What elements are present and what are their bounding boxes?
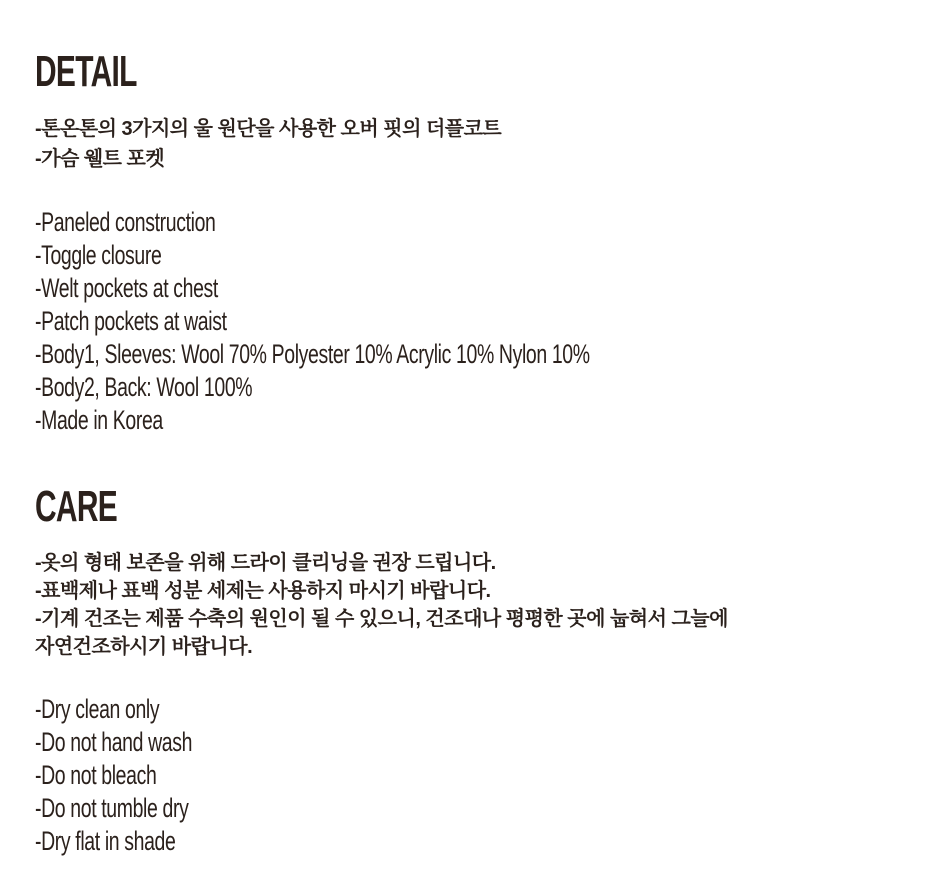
page-content (35, 47, 930, 858)
detail-english-line: -Patch pockets at waist (35, 306, 227, 336)
detail-korean-description (35, 114, 930, 174)
detail-english-line: -Toggle closure (35, 240, 162, 270)
care-heading: CARE (35, 482, 118, 531)
detail-english-line: -Body2, Back: Wool 100% (35, 372, 253, 402)
care-korean-line: -기계 건조는 제품 수축의 원인이 될 수 있으니, 건조대나 평평한 곳에 눕혀서 그늘에 (35, 608, 728, 630)
detail-english-line: -Paneled construction (35, 207, 216, 237)
care-korean-description (35, 549, 930, 661)
care-english-line: -Do not hand wash (35, 727, 193, 757)
care-korean-line: 자연건조하시기 바랍니다. (35, 636, 253, 658)
care-english-list (35, 693, 679, 858)
detail-english-line: -Welt pockets at chest (35, 273, 218, 303)
care-section (35, 482, 930, 858)
care-korean-line: -옷의 형태 보존을 위해 드라이 클리닝을 권장 드립니다. (35, 552, 496, 574)
care-english-line: -Dry clean only (35, 694, 160, 724)
detail-korean-line: -가슴 웰트 포켓 (35, 148, 165, 170)
detail-section (35, 47, 930, 437)
care-english-line: -Do not tumble dry (35, 793, 189, 823)
care-english-line: -Do not bleach (35, 760, 157, 790)
detail-korean-line: -톤온톤의 3가지의 울 원단을 사용한 오버 핏의 더플코트 (35, 118, 502, 140)
detail-english-line: -Made in Korea (35, 405, 163, 435)
detail-heading: DETAIL (35, 47, 137, 96)
care-korean-line: -표백제나 표백 성분 세제는 사용하지 마시기 바랍니다. (35, 580, 491, 602)
detail-english-list (35, 206, 679, 437)
care-english-line: -Dry flat in shade (35, 826, 176, 856)
detail-english-line: -Body1, Sleeves: Wool 70% Polyester 10% Acrylic 10% Nylon 10% (35, 339, 590, 369)
